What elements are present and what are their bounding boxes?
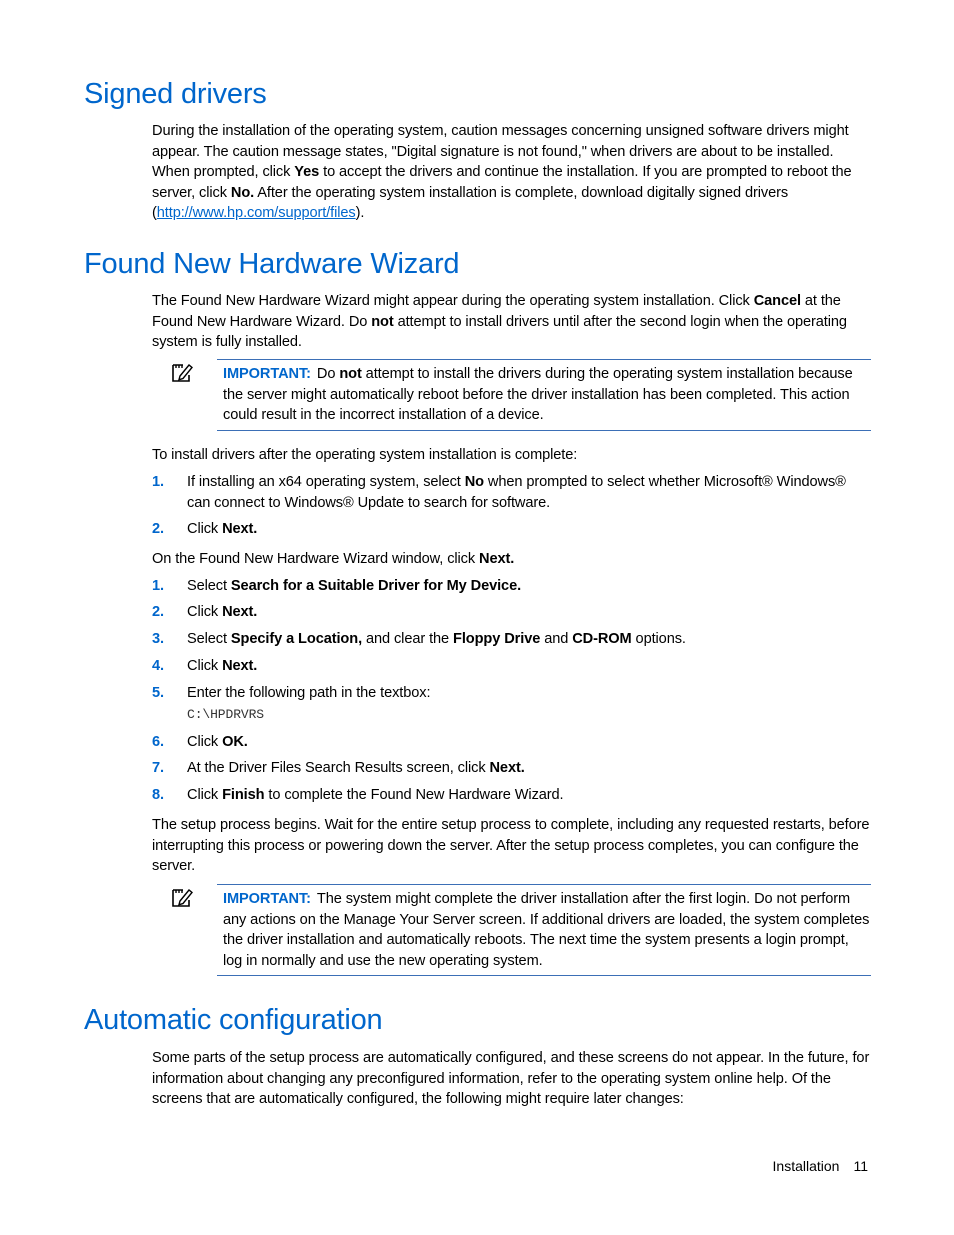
heading-signed-drivers: Signed drivers bbox=[84, 78, 267, 110]
important-note-2: IMPORTANT: The system might complete the driver installation after the first login. Do not perform any actions on the Manage Your Server screen. If additional drivers are loaded, the system completes the driver installation and automatically reboots. The next time the system presents a login prompt, log in normally and use the new operating system. bbox=[217, 884, 871, 976]
heading-automatic-configuration: Automatic configuration bbox=[84, 1004, 383, 1036]
page-number: 11 bbox=[853, 1158, 868, 1174]
install-intro: To install drivers after the operating system installation is complete: bbox=[152, 447, 578, 463]
signed-drivers-paragraph: During the installation of the operating system, caution messages concerning unsigned software drivers might appear. The caution message states, "Digital signature is not found," when drivers are about to be installed. When prompted, click Yes to accept the drivers and continue the installation. If you are prompted to reboot the server, click No. After the operating system installation is complete, download digitally signed drivers (http://www.hp.com/support/files). bbox=[152, 123, 852, 222]
document-page: Signed drivers During the installation of the operating system, caution messages concerning unsigned software drivers might appear. The caution message states, "Digital signature is not found," when drivers are about to be installed. When prompted, click Yes to accept the drivers and continue the installation. If you are prompted to reboot the server, click No. After the operating system installation is complete, download digitally signed drivers (http://www.hp.com/support/files). Found New Hardware Wizard The Found New Hardware Wizard might appear during the operating system installation. Click Cancel at the Found New Hardware Wizard. Do not attempt to install drivers until after the second login when the operating system is fully installed. IMPORTANT: Do not attempt to install the drivers during the operating system installation because the server might automatically reboot before the driver installation has been completed. This action could result in the incorrect installation of a device. To install drivers after the operating system installation is complete: 1. If installing an x64 operating system, select No when prompted to select whether Microsoft® Windows® can connect to Windows® Update to search for software. 2. Click Next. On the Found New Hardware Wizard window, click Next. 1. Select Search for a Suitable Driver for My Device. 2. Click Next. 3. Select Specify a Location, and clear the Floppy Drive and CD-ROM options. 4. Click Next. 5. Enter the following path in the textbox: C:\HPDRVRS 6. Click OK. 7. At the Driver Files Search Results screen, click Next. 8. Click Finish to complete the Found New Hardware Wizard. The setup process begins. Wait for the entire setup process to complete, including any requested restarts, before interrupting this process or powering down the server. After the setup process completes, you can configure the server. IMPORTANT: The system might complete the driver installation after the first login. Do not perform any actions on the Manage Your Server screen. If additional drivers are loaded, the system completes the driver installation and automatically reboots. The next time the system presents a login prompt, log in normally and use the new operating system. Automatic configuration Some parts of the setup process are automatically configured, and these screens do not appear. In the future, for information about changing any preconfigured information, refer to the operating system online help. Of the screens that are automatically configured, the following might require later changes: Installation 11 bbox=[84, 78, 870, 1174]
note-pencil-icon bbox=[170, 887, 194, 909]
setup-process-paragraph: The setup process begins. Wait for the entire setup process to complete, including any requested restarts, before interrupting this process or powering down the server. After the setup process completes, you can configure the server. bbox=[152, 817, 870, 875]
path-code: C:\HPDRVRS bbox=[187, 706, 265, 722]
heading-found-new-hardware-wizard: Found New Hardware Wizard bbox=[84, 248, 460, 280]
note-pencil-icon bbox=[170, 362, 194, 384]
page-footer bbox=[773, 1158, 868, 1174]
fnhw-intro-paragraph: The Found New Hardware Wizard might appear during the operating system installation. Click Cancel at the Found New Hardware Wizard. Do not attempt to install drivers until after the second login when the operating system is fully installed. bbox=[152, 293, 847, 351]
support-files-link[interactable]: http://www.hp.com/support/files bbox=[156, 205, 356, 222]
automatic-configuration-paragraph: Some parts of the setup process are automatically configured, and these screens do not appear. In the future, for information about changing any preconfigured information, refer to the operating system online help. Of the screens that are automatically configured, the following might require later changes: bbox=[152, 1050, 870, 1108]
important-note-1: IMPORTANT: Do not attempt to install the drivers during the operating system installation because the server might automatically reboot before the driver installation has been completed. This action could result in the incorrect installation of a device. bbox=[217, 359, 871, 431]
footer-section-name: Installation bbox=[772, 1158, 840, 1174]
wizard-window-instruction: On the Found New Hardware Wizard window, click Next. bbox=[152, 551, 515, 567]
